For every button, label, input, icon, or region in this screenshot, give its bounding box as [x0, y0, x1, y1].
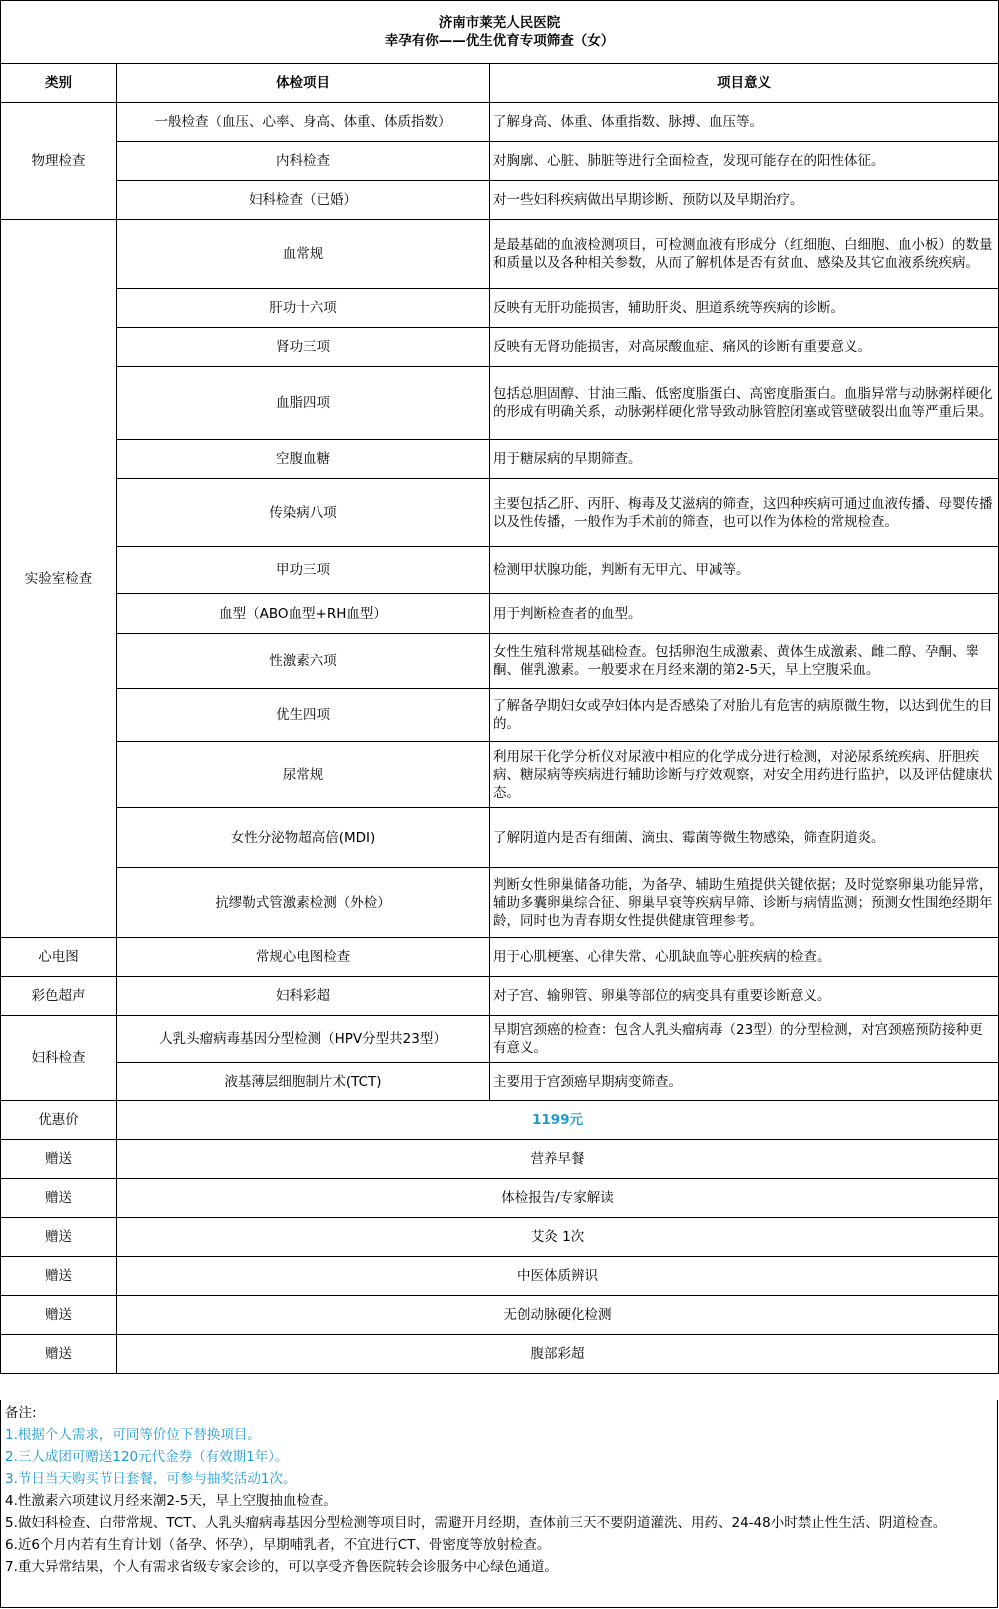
meaning-cell: 女性生殖科常规基础检查。包括卵泡生成激素、黄体生成激素、雌二醇、孕酮、睾酮、催乳激素。一般要求在月经来潮的第2-5天，早上空腹采血。 — [490, 634, 999, 689]
note-line: 3.节日当天购买节日套餐，可参与抽奖活动1次。 — [5, 1471, 297, 1487]
price-row — [1, 1101, 999, 1140]
column-header-item: 体检项目 — [117, 64, 490, 103]
table-row — [1, 103, 999, 142]
note-line: 7.重大异常结果，个人有需求省级专家会诊的，可以享受齐鲁医院转会诊服务中心绿色通道。 — [5, 1559, 558, 1575]
gift-value: 中医体质辨识 — [117, 1257, 999, 1296]
package-title: 幸孕有你——优生优育专项筛查（女） — [384, 33, 615, 49]
gift-row — [1, 1218, 999, 1257]
item-cell: 常规心电图检查 — [117, 938, 490, 977]
meaning-cell: 早期宫颈癌的检查：包含人乳头瘤病毒（23型）的分型检测，对宫颈癌预防接种更有意义。 — [490, 1016, 999, 1063]
meaning-cell: 了解阴道内是否有细菌、滴虫、霉菌等微生物感染，筛查阴道炎。 — [490, 808, 999, 868]
table-row — [1, 742, 999, 808]
note-line: 4.性激素六项建议月经来潮2-5天，早上空腹抽血检查。 — [5, 1493, 337, 1509]
table-row — [1, 938, 999, 977]
table-row — [1, 479, 999, 547]
item-cell: 妇科彩超 — [117, 977, 490, 1016]
hospital-name: 济南市莱芜人民医院 — [438, 15, 561, 31]
gift-label: 赠送 — [1, 1140, 117, 1179]
gift-value: 腹部彩超 — [117, 1335, 999, 1374]
meaning-cell: 对一些妇科疾病做出早期诊断、预防以及早期治疗。 — [490, 181, 999, 220]
item-cell: 抗缪勒式管激素检测（外检） — [117, 868, 490, 938]
table-row — [1, 181, 999, 220]
meaning-cell: 对子宫、输卵管、卵巢等部位的病变具有重要诊断意义。 — [490, 977, 999, 1016]
meaning-cell: 了解备孕期妇女或孕妇体内是否感染了对胎儿有危害的病原微生物，以达到优生的目的。 — [490, 689, 999, 742]
gift-row — [1, 1257, 999, 1296]
gift-value: 体检报告/专家解读 — [117, 1179, 999, 1218]
note-line: 6.近6个月内若有生育计划（备孕、怀孕），早期哺乳者，不宜进行CT、骨密度等放射检查。 — [5, 1537, 551, 1553]
category-cell: 实验室检查 — [1, 220, 117, 938]
gift-label: 赠送 — [1, 1179, 117, 1218]
gift-row — [1, 1335, 999, 1374]
meaning-cell: 是最基础的血液检测项目，可检测血液有形成分（红细胞、白细胞、血小板）的数量和质量以及各种相关参数，从而了解机体是否有贫血、感染及其它血液系统疾病。 — [490, 220, 999, 289]
meaning-cell: 主要包括乙肝、丙肝、梅毒及艾滋病的筛查，这四种疾病可通过血液传播、母婴传播以及性传播，一般作为手术前的筛查，也可以作为体检的常规检查。 — [490, 479, 999, 547]
gift-row — [1, 1296, 999, 1335]
item-cell: 女性分泌物超高倍(MDI) — [117, 808, 490, 868]
meaning-cell: 对胸廓、心脏、肺脏等进行全面检查，发现可能存在的阳性体征。 — [490, 142, 999, 181]
item-cell: 血常规 — [117, 220, 490, 289]
meaning-cell: 利用尿干化学分析仪对尿液中相应的化学成分进行检测，对泌尿系统疾病、肝胆疾病、糖尿病等疾病进行辅助诊断与疗效观察，对安全用药进行监护，以及评估健康状态。 — [490, 742, 999, 808]
table-row — [1, 289, 999, 328]
item-cell: 空腹血糖 — [117, 440, 490, 479]
item-cell: 肝功十六项 — [117, 289, 490, 328]
item-cell: 血脂四项 — [117, 367, 490, 440]
category-cell: 妇科检查 — [1, 1016, 117, 1101]
item-cell: 人乳头瘤病毒基因分型检测（HPV分型共23型） — [117, 1016, 490, 1063]
gift-label: 赠送 — [1, 1335, 117, 1374]
meaning-cell: 检测甲状腺功能，判断有无甲亢、甲减等。 — [490, 547, 999, 594]
note-line: 1.根据个人需求，可同等价位下替换项目。 — [5, 1427, 261, 1443]
table-row — [1, 689, 999, 742]
table-row — [1, 142, 999, 181]
table-row — [1, 1063, 999, 1101]
item-cell: 尿常规 — [117, 742, 490, 808]
note-line: 2.三人成团可赠送120元代金券（有效期1年）。 — [5, 1449, 289, 1465]
table-row — [1, 328, 999, 367]
table-row — [1, 868, 999, 938]
item-cell: 血型（ABO血型+RH血型） — [117, 594, 490, 634]
meaning-cell: 反映有无肝功能损害，辅助肝炎、胆道系统等疾病的诊断。 — [490, 289, 999, 328]
notes-section — [0, 1400, 998, 1608]
gift-value: 无创动脉硬化检测 — [117, 1296, 999, 1335]
meaning-cell: 用于心肌梗塞、心律失常、心肌缺血等心脏疾病的检查。 — [490, 938, 999, 977]
meaning-cell: 了解身高、体重、体重指数、脉搏、血压等。 — [490, 103, 999, 142]
item-cell: 液基薄层细胞制片术(TCT) — [117, 1063, 490, 1101]
item-cell: 妇科检查（已婚） — [117, 181, 490, 220]
gift-label: 赠送 — [1, 1296, 117, 1335]
category-cell: 物理检查 — [1, 103, 117, 220]
table-row — [1, 367, 999, 440]
gift-row — [1, 1179, 999, 1218]
meaning-cell: 主要用于宫颈癌早期病变筛查。 — [490, 1063, 999, 1101]
price-label: 优惠价 — [1, 1101, 117, 1140]
table-row — [1, 547, 999, 594]
item-cell: 一般检查（血压、心率、身高、体重、体质指数） — [117, 103, 490, 142]
item-cell: 优生四项 — [117, 689, 490, 742]
column-header-meaning: 项目意义 — [490, 64, 999, 103]
category-cell: 心电图 — [1, 938, 117, 977]
meaning-cell: 用于判断检查者的血型。 — [490, 594, 999, 634]
meaning-cell: 判断女性卵巢储备功能，为备孕、辅助生殖提供关键依据；及时觉察卵巢功能异常，辅助多囊卵巢综合征、卵巢早衰等疾病早筛、诊断与病情监测；预测女性围绝经期年龄，同时也为青春期女性提供健康管理参考。 — [490, 868, 999, 938]
gift-row — [1, 1140, 999, 1179]
title-cell — [1, 1, 999, 64]
notes-heading: 备注: — [5, 1405, 37, 1421]
meaning-cell: 反映有无肾功能损害，对高尿酸血症、痛风的诊断有重要意义。 — [490, 328, 999, 367]
gift-label: 赠送 — [1, 1257, 117, 1296]
note-line: 5.做妇科检查、白带常规、TCT、人乳头瘤病毒基因分型检测等项目时，需避开月经期，查体前三天不要阴道灌洗、用药、24-48小时禁止性生活、阴道检查。 — [5, 1515, 947, 1531]
meaning-cell: 用于糖尿病的早期筛查。 — [490, 440, 999, 479]
item-cell: 肾功三项 — [117, 328, 490, 367]
item-cell: 甲功三项 — [117, 547, 490, 594]
category-cell: 彩色超声 — [1, 977, 117, 1016]
gift-value: 艾灸 1次 — [117, 1218, 999, 1257]
table-row — [1, 634, 999, 689]
gift-value: 营养早餐 — [117, 1140, 999, 1179]
column-header-category: 类别 — [1, 64, 117, 103]
table-row — [1, 594, 999, 634]
item-cell: 性激素六项 — [117, 634, 490, 689]
title-row — [1, 1, 999, 64]
table-row — [1, 808, 999, 868]
item-cell: 传染病八项 — [117, 479, 490, 547]
price-value: 1199元 — [117, 1101, 999, 1140]
item-cell: 内科检查 — [117, 142, 490, 181]
gift-label: 赠送 — [1, 1218, 117, 1257]
meaning-cell: 包括总胆固醇、甘油三酯、低密度脂蛋白、高密度脂蛋白。血脂异常与动脉粥样硬化的形成有明确关系，动脉粥样硬化常导致动脉管腔闭塞或管壁破裂出血等严重后果。 — [490, 367, 999, 440]
table-row — [1, 440, 999, 479]
header-row — [1, 64, 999, 103]
table-row — [1, 1016, 999, 1063]
table-row — [1, 220, 999, 289]
table-row — [1, 977, 999, 1016]
